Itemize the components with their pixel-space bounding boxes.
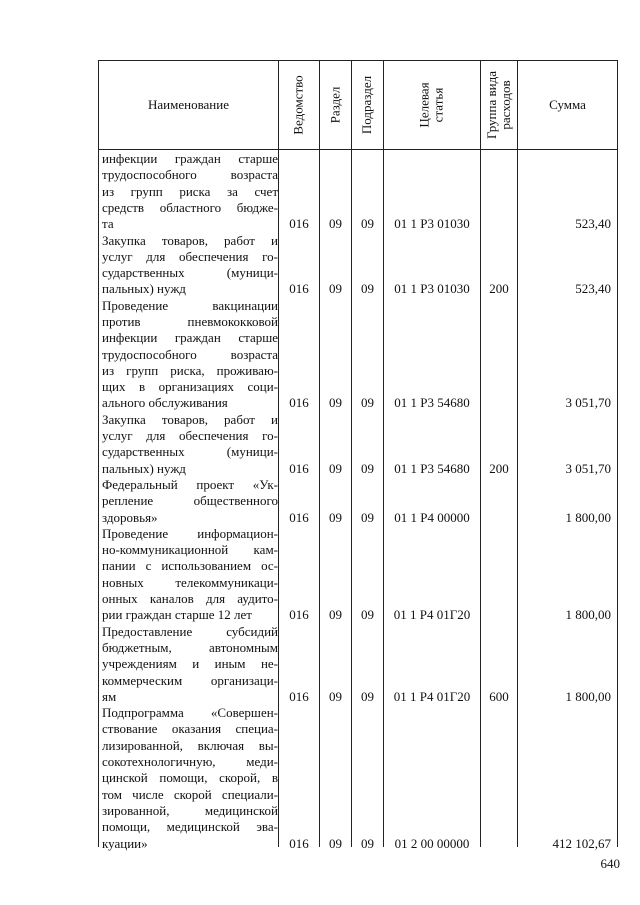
row-name-line: пальных) нужд	[102, 460, 186, 476]
row-name-line: но-коммуникационной кам-	[102, 542, 278, 558]
vedomstvo-cell: 016	[289, 281, 309, 297]
row-name-line: Предоставление субсидий	[102, 623, 278, 639]
row-name-line: сударственных (муници-	[102, 444, 278, 460]
celevaya-statya-cell: 01 1 P3 01030	[394, 281, 470, 297]
summa-cell: 3 051,70	[565, 395, 611, 411]
razdel-cell: 09	[329, 281, 342, 297]
row-name-line: инфекции граждан старше	[102, 330, 278, 346]
row-name-line: рии граждан старше 12 лет	[102, 607, 252, 623]
header-name: Наименование	[148, 97, 229, 112]
row-name-line: ального обслуживания	[102, 395, 228, 411]
row-name-line: услуг для обеспечения го-	[102, 248, 278, 264]
vedomstvo-cell: 016	[289, 688, 309, 704]
header-vedomstvo: Ведомство	[291, 75, 306, 135]
summa-cell: 1 800,00	[565, 509, 611, 525]
podrazdel-cell: 09	[361, 688, 374, 704]
razdel-cell: 09	[329, 607, 342, 623]
row-name-line: та	[102, 216, 114, 232]
row-name	[102, 526, 278, 624]
vedomstvo-cell: 016	[289, 607, 309, 623]
col-border	[480, 60, 481, 847]
row-name-line: Закупка товаров, работ и	[102, 411, 278, 427]
row-name-line: том числе скорой специали-	[102, 786, 278, 802]
row-name-line: Проведение информацион-	[102, 525, 278, 541]
row-name-line: трудоспособного возраста	[102, 167, 278, 183]
row-name	[102, 477, 278, 526]
summa-cell: 3 051,70	[565, 460, 611, 476]
celevaya-statya-cell: 01 1 P4 00000	[394, 509, 470, 525]
row-name-line: сударственных (муници-	[102, 265, 278, 281]
celevaya-statya-cell: 01 2 00 00000	[394, 835, 470, 851]
col-border	[278, 60, 279, 847]
row-name	[102, 705, 278, 852]
row-name-line: здоровья»	[102, 509, 158, 525]
header-podrazdel: Подраздел	[359, 75, 375, 135]
podrazdel-cell: 09	[361, 509, 374, 525]
row-name-line: Проведение вакцинации	[102, 297, 278, 313]
gruppa-cell: 200	[489, 281, 509, 297]
row-name-line: помощи, медицинской эва-	[102, 819, 278, 835]
row-name	[102, 233, 278, 298]
podrazdel-cell: 09	[361, 460, 374, 476]
row-name-line: Подпрограмма «Совершен-	[102, 705, 278, 721]
podrazdel-cell: 09	[361, 835, 374, 851]
row-name-line: репление общественного	[102, 493, 278, 509]
row-name-line: трудоспособного возраста	[102, 346, 278, 362]
podrazdel-cell: 09	[361, 216, 374, 232]
header-celevaya-statya: Целевая статья	[416, 82, 446, 128]
razdel-cell: 09	[329, 395, 342, 411]
razdel-cell: 09	[329, 460, 342, 476]
celevaya-statya-cell: 01 1 P3 54680	[394, 460, 470, 476]
summa-cell: 523,40	[575, 216, 611, 232]
header-razdel: Раздел	[327, 86, 343, 124]
budget-table	[98, 60, 618, 851]
vedomstvo-cell: 016	[289, 395, 309, 411]
header-summa: Сумма	[549, 97, 586, 112]
row-name-line: сокотехнологичную, меди-	[102, 754, 278, 770]
row-name-line: инфекции граждан старше	[102, 151, 278, 166]
gruppa-cell: 200	[489, 460, 509, 476]
col-border	[617, 60, 618, 847]
row-name-line: щих в организациях соци-	[102, 379, 278, 395]
vedomstvo-cell: 016	[289, 835, 309, 851]
row-name-line: из групп риска за счет	[102, 183, 278, 199]
summa-cell: 1 800,00	[565, 688, 611, 704]
row-name-line: коммерческим организаци-	[102, 672, 278, 688]
row-name-line: куации»	[102, 835, 148, 851]
row-name-line: новных телекоммуникаци-	[102, 574, 278, 590]
podrazdel-cell: 09	[361, 607, 374, 623]
row-name-line: ям	[102, 688, 117, 704]
row-name	[102, 412, 278, 477]
gruppa-cell: 600	[489, 688, 509, 704]
podrazdel-cell: 09	[361, 281, 374, 297]
vedomstvo-cell: 016	[289, 460, 309, 476]
summa-cell: 1 800,00	[565, 607, 611, 623]
row-name-line: услуг для обеспечения го-	[102, 428, 278, 444]
row-name-line: зированной, медицинской	[102, 802, 278, 818]
header-gruppa-vida-rashodov: Группа вида расходов	[484, 71, 514, 139]
row-name-line: пании с использованием ос-	[102, 558, 278, 574]
celevaya-statya-cell: 01 1 P3 54680	[394, 395, 470, 411]
vedomstvo-cell: 016	[289, 216, 309, 232]
row-name-line: из групп риска, проживаю-	[102, 362, 278, 378]
row-name-line: цинской помощи, скорой, в	[102, 770, 278, 786]
row-name-line: Федеральный проект «Ук-	[102, 477, 278, 492]
row-name	[102, 151, 278, 232]
row-name-line: средств областного бюдже-	[102, 199, 278, 215]
row-name-line: бюджетным, автономным	[102, 639, 278, 655]
row-name-line: учреждениям и иным не-	[102, 656, 278, 672]
row-name-line: онных каналов для аудито-	[102, 591, 278, 607]
razdel-cell: 09	[329, 835, 342, 851]
summa-cell: 523,40	[575, 281, 611, 297]
row-name-line: ствование оказания специа-	[102, 721, 278, 737]
col-border	[319, 60, 320, 847]
page-number: 640	[600, 856, 620, 871]
col-border	[98, 60, 99, 847]
col-border	[351, 60, 352, 847]
header-bottom-border	[98, 149, 618, 150]
razdel-cell: 09	[329, 509, 342, 525]
razdel-cell: 09	[329, 688, 342, 704]
col-border	[383, 60, 384, 847]
celevaya-statya-cell: 01 1 P4 01Г20	[393, 688, 471, 704]
row-name-line: пальных) нужд	[102, 281, 186, 297]
podrazdel-cell: 09	[361, 395, 374, 411]
row-name-line: лизированной, включая вы-	[102, 737, 278, 753]
row-name	[102, 298, 278, 412]
celevaya-statya-cell: 01 1 P4 01Г20	[393, 607, 471, 623]
celevaya-statya-cell: 01 1 P3 01030	[394, 216, 470, 232]
col-border	[517, 60, 518, 847]
razdel-cell: 09	[329, 216, 342, 232]
row-name	[102, 624, 278, 705]
vedomstvo-cell: 016	[289, 509, 309, 525]
row-name-line: Закупка товаров, работ и	[102, 232, 278, 248]
summa-cell: 412 102,67	[552, 835, 611, 851]
row-name-line: против пневмококковой	[102, 313, 278, 329]
